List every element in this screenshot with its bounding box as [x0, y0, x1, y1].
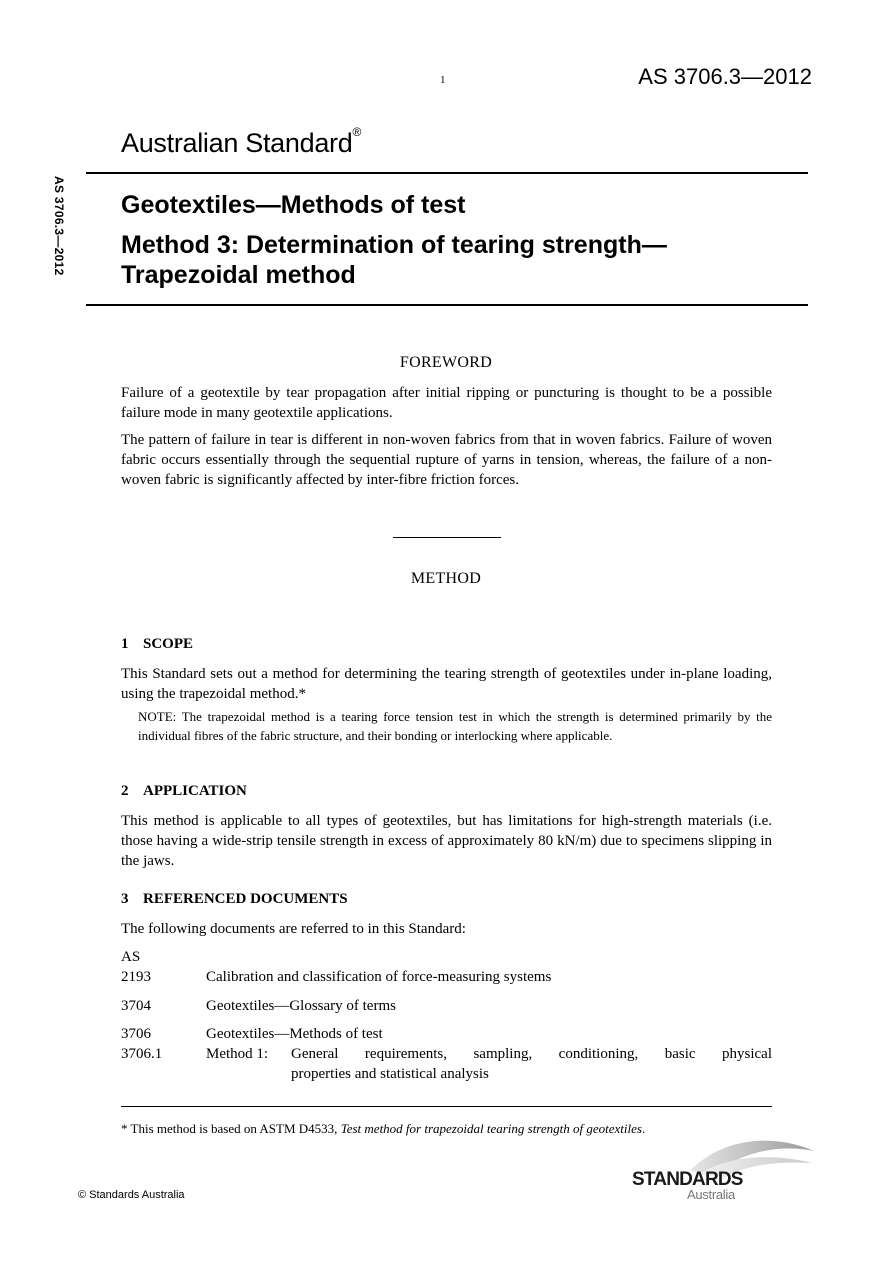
- scope-note: NOTE: The trapezoidal method is a tearing force tension test in which the strength is determined primarily by the individual fibres of the fabric structure, and their bonding or interlocking where applicable.: [138, 709, 772, 743]
- logo-subtext: Australia: [687, 1187, 735, 1202]
- logo-wordmark: STANDARDS: [632, 1169, 743, 1190]
- page-number: 1: [440, 74, 446, 86]
- brand-title: [121, 125, 361, 159]
- foreword-paragraph-1: Failure of a geotextile by tear propagation after initial ripping or puncturing is thought to be a possible failure mode in many geotextile applications.: [121, 385, 772, 421]
- footnote: [121, 1121, 645, 1137]
- reference-method-text-1: General requirements, sampling, conditioning, basic physical: [291, 1046, 772, 1062]
- footnote-title: Test method for trapezoidal tearing strength of geotextiles: [340, 1121, 642, 1136]
- copyright: © Standards Australia: [78, 1189, 185, 1201]
- reference-title: Geotextiles—Methods of test: [206, 1026, 383, 1042]
- application-title: APPLICATION: [143, 783, 247, 799]
- application-number: 2: [121, 783, 129, 799]
- title-line-3: Trapezoidal method: [121, 261, 356, 289]
- reference-title: Calibration and classification of force-measuring systems: [206, 969, 552, 985]
- foreword-paragraph-2: The pattern of failure in tear is different in non-woven fabrics from that in woven fabrics. Failure of woven fabric occurs essentially through the sequential rupture of yarns in tension, whereas, the failure of a non-woven fabric is significantly affected by inter-fibre friction forces.: [121, 432, 772, 488]
- scope-number: 1: [121, 636, 129, 652]
- reference-method-label: Method 1:: [206, 1046, 269, 1062]
- scope-title: SCOPE: [143, 636, 194, 652]
- scope-text: This Standard sets out a method for determining the tearing strength of geotextiles under in-plane loading, using the trapezoidal method.*: [121, 666, 772, 702]
- spine-label: [48, 176, 68, 296]
- header-rule-top: [86, 172, 808, 174]
- footnote-suffix: .: [641, 1121, 646, 1136]
- reference-code: 3706: [121, 1026, 151, 1042]
- references-number: 3: [121, 891, 129, 907]
- reference-method-text-2: properties and statistical analysis: [291, 1066, 489, 1082]
- references-intro: The following documents are referred to in this Standard:: [121, 921, 466, 937]
- application-heading: [121, 783, 247, 800]
- method-heading: METHOD: [410, 570, 482, 587]
- scope-heading: [121, 636, 193, 653]
- title-line-2: Method 3: Determination of tearing strength—: [121, 231, 667, 259]
- header-rule-bottom: [86, 304, 808, 306]
- document-title: [121, 190, 801, 290]
- references-prefix: AS: [121, 949, 141, 965]
- references-heading: [121, 891, 348, 908]
- footnote-prefix: * This method is based on ASTM D4533,: [121, 1121, 341, 1136]
- brand-text: Australian Standard: [121, 128, 353, 158]
- standard-number: AS 3706.3—2012: [638, 64, 812, 89]
- standards-australia-logo: [628, 1135, 818, 1205]
- footnote-rule: [121, 1106, 772, 1107]
- section-separator: [393, 537, 501, 538]
- title-line-1: Geotextiles—Methods of test: [121, 191, 466, 219]
- references-title: REFERENCED DOCUMENTS: [143, 891, 348, 907]
- application-text: This method is applicable to all types of geotextiles, but has limitations for high-strength materials (i.e. those having a wide-strip tensile strength in excess of approximately 80 kN/m) due to specimens slipping in the jaws.: [121, 813, 772, 869]
- spine-text: AS 3706.3—2012: [52, 176, 66, 276]
- registered-mark: ®: [352, 125, 361, 139]
- reference-code: 3704: [121, 998, 151, 1014]
- reference-title: Geotextiles—Glossary of terms: [206, 998, 396, 1014]
- foreword-heading: FOREWORD: [399, 354, 493, 371]
- reference-code: 3706.1: [121, 1046, 163, 1062]
- reference-code: 2193: [121, 969, 151, 985]
